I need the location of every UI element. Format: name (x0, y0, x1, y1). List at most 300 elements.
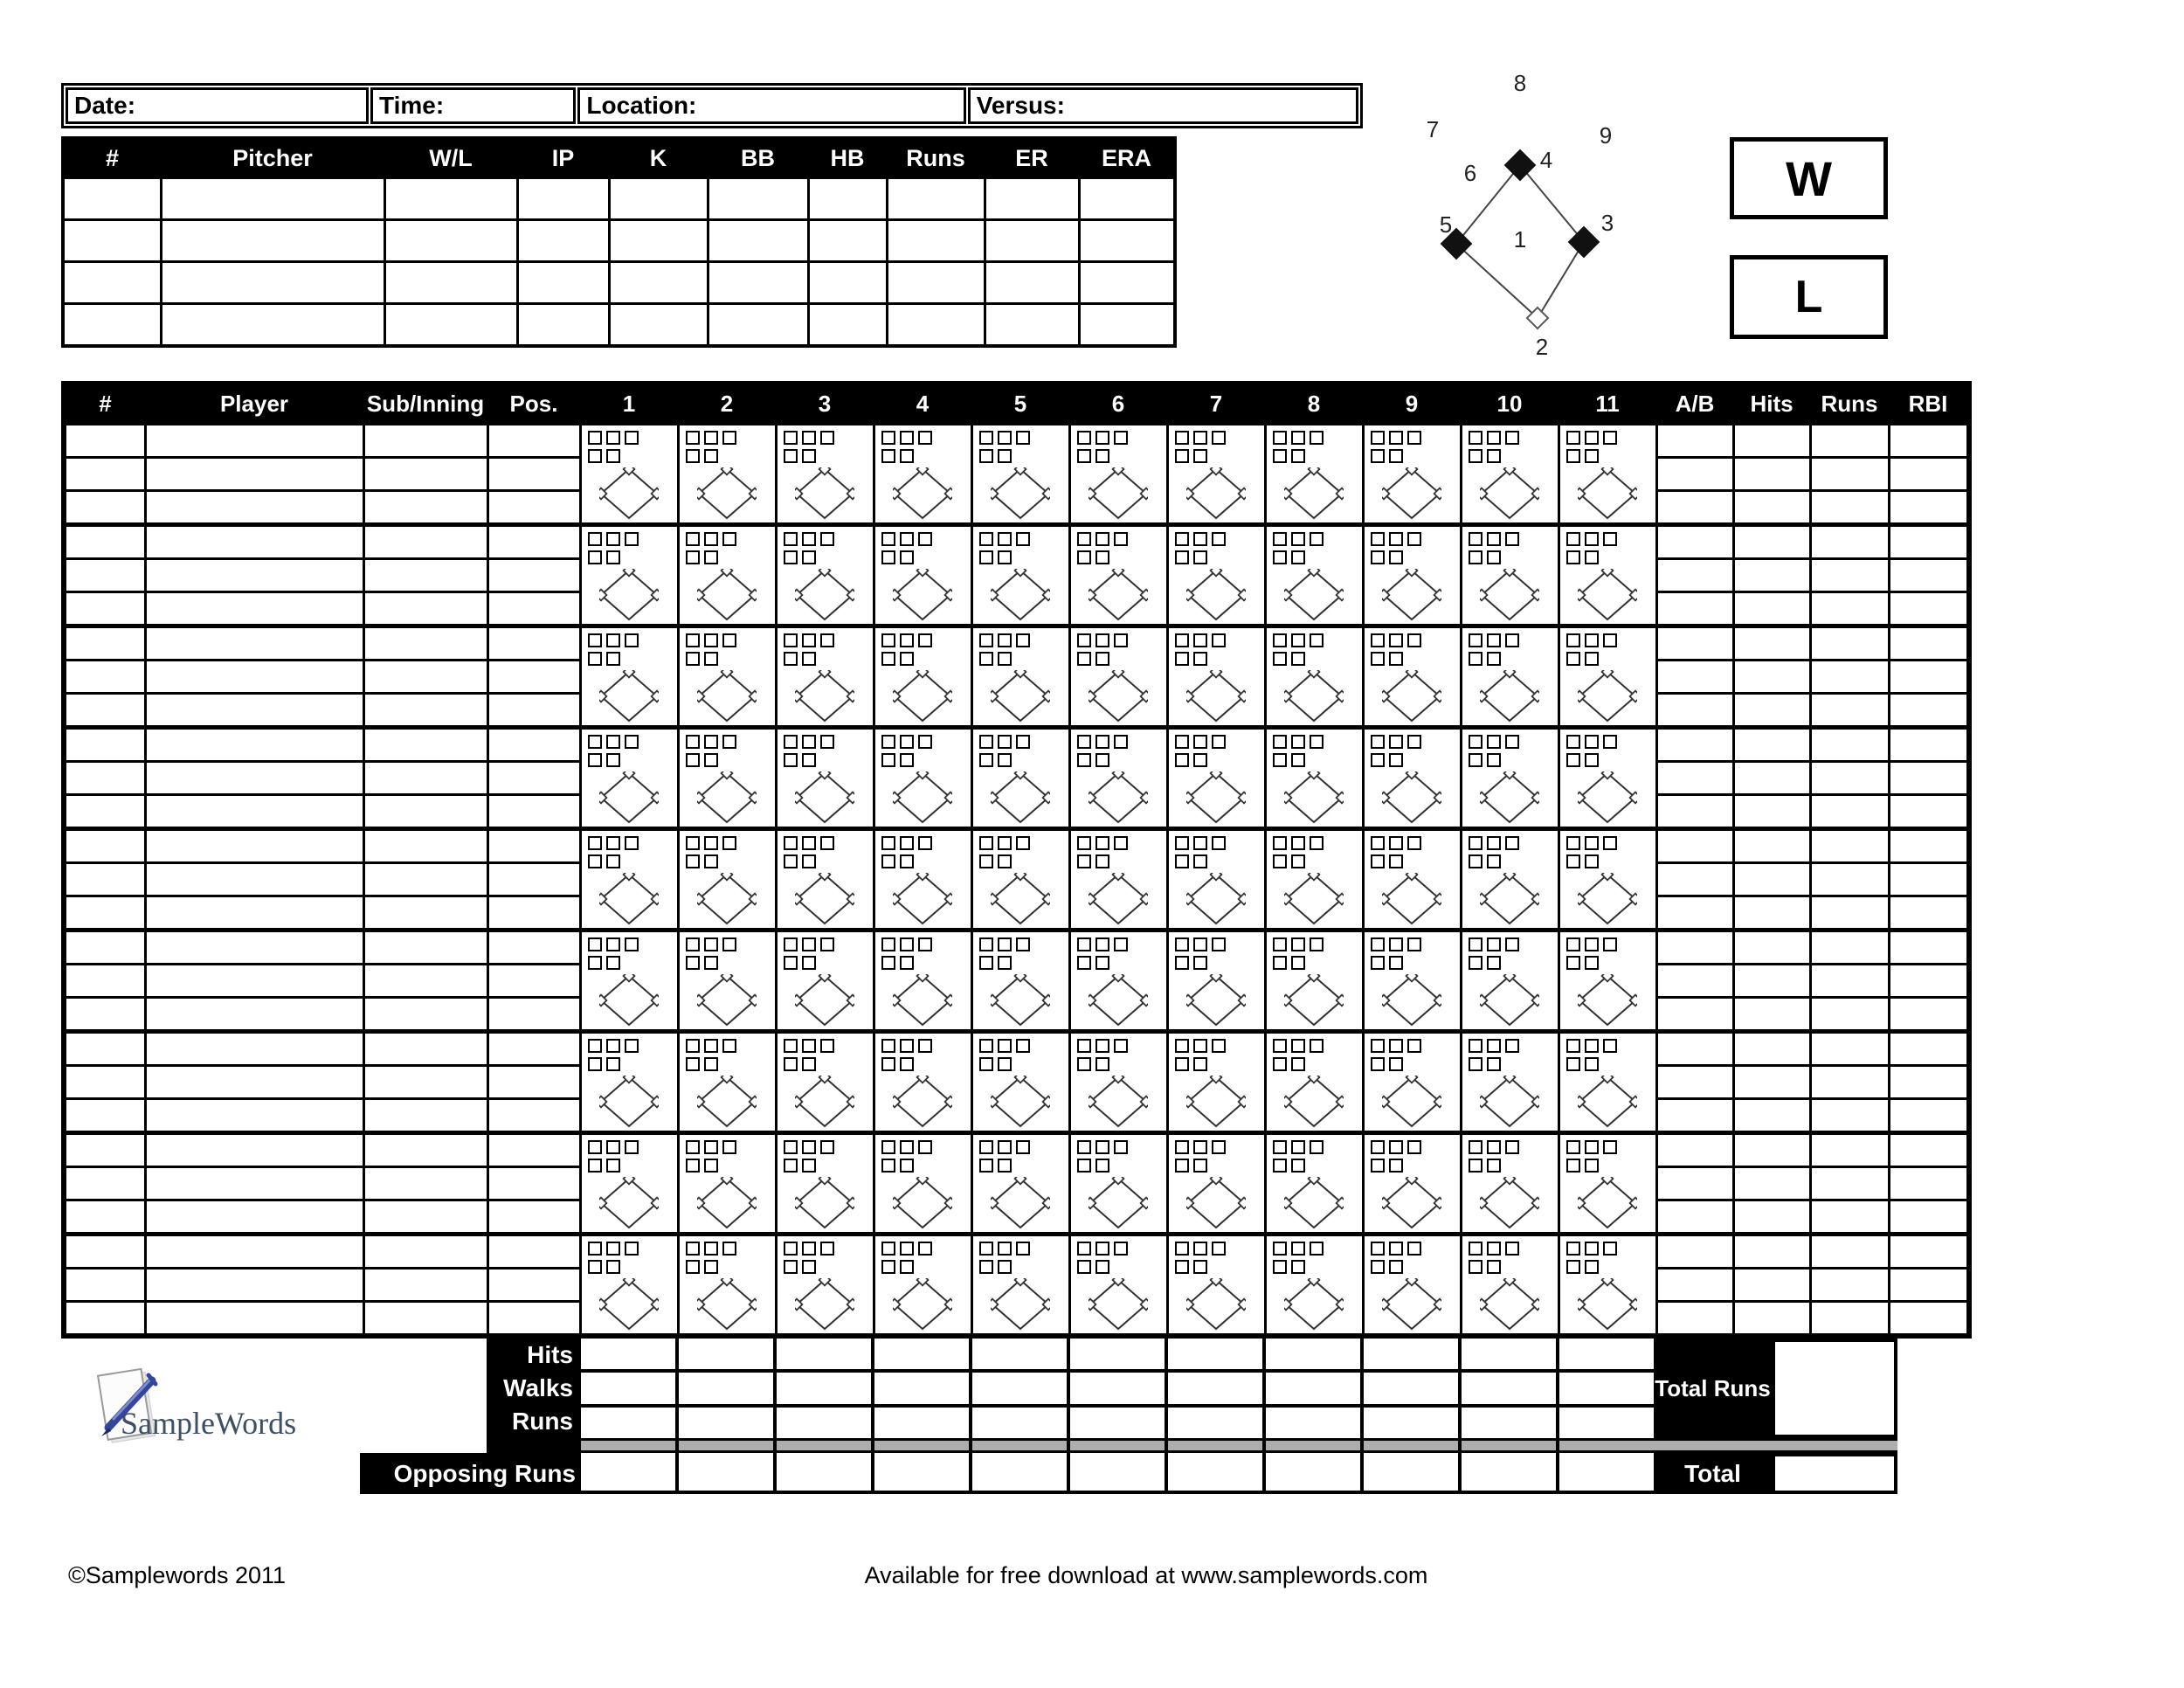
ball-box[interactable] (686, 550, 700, 564)
ball-box[interactable] (1469, 1057, 1482, 1071)
strike-box[interactable] (1469, 1242, 1482, 1256)
strike-box[interactable] (1212, 937, 1226, 951)
player-pos-cell[interactable] (487, 1099, 580, 1133)
strike-box[interactable] (1291, 1242, 1305, 1256)
loss-box[interactable] (1730, 255, 1888, 339)
player-player-cell[interactable] (145, 458, 363, 491)
strike-box[interactable] (979, 633, 993, 647)
ball-box[interactable] (1487, 854, 1501, 868)
strike-box[interactable] (979, 735, 993, 749)
ball-box[interactable] (1095, 1159, 1109, 1173)
strike-box[interactable] (1505, 937, 1519, 951)
pitcher-cell[interactable] (985, 178, 1079, 220)
strike-box[interactable] (1389, 937, 1403, 951)
stat-ab-cell[interactable] (1656, 998, 1733, 1032)
inning-6-scoring-cell[interactable] (1069, 1032, 1167, 1133)
stat-ab-cell[interactable] (1656, 1200, 1733, 1235)
ball-box[interactable] (606, 1260, 620, 1274)
strike-box[interactable] (704, 836, 718, 850)
stat-rbi-cell[interactable] (1889, 896, 1969, 930)
strike-box[interactable] (1175, 1140, 1189, 1154)
strike-box[interactable] (1175, 735, 1189, 749)
ball-box[interactable] (1585, 956, 1599, 970)
pitcher-cell[interactable] (161, 220, 384, 262)
strike-box[interactable] (1016, 1242, 1030, 1256)
player-pos-cell[interactable] (487, 424, 580, 458)
strike-box[interactable] (1487, 1140, 1501, 1154)
win-box[interactable] (1730, 137, 1888, 219)
stat-runs-cell[interactable] (1810, 626, 1889, 661)
ball-box[interactable] (881, 1057, 895, 1071)
inning-10-scoring-cell[interactable] (1461, 525, 1559, 626)
strike-box[interactable] (998, 1039, 1012, 1053)
player--cell[interactable] (64, 896, 145, 930)
strike-box[interactable] (1469, 1039, 1482, 1053)
inning-8-scoring-cell[interactable] (1265, 525, 1363, 626)
player--cell[interactable] (64, 829, 145, 863)
strike-box[interactable] (1407, 937, 1421, 951)
pitcher-cell[interactable] (63, 178, 161, 220)
ball-box[interactable] (1371, 1057, 1385, 1071)
player-player-cell[interactable] (145, 1066, 363, 1099)
ball-box[interactable] (588, 652, 602, 666)
ball-box[interactable] (686, 854, 700, 868)
player-pos-cell[interactable] (487, 626, 580, 661)
ball-box[interactable] (802, 449, 816, 463)
stat-runs-cell[interactable] (1810, 1302, 1889, 1337)
ball-box[interactable] (704, 1260, 718, 1274)
strike-box[interactable] (686, 633, 700, 647)
player-pos-cell[interactable] (487, 795, 580, 829)
ball-box[interactable] (1389, 1260, 1403, 1274)
stat-runs-cell[interactable] (1810, 1200, 1889, 1235)
stat-runs-cell[interactable] (1810, 1235, 1889, 1269)
strike-box[interactable] (1389, 633, 1403, 647)
strike-box[interactable] (1566, 1242, 1580, 1256)
strike-box[interactable] (979, 1039, 993, 1053)
strike-box[interactable] (1371, 1140, 1385, 1154)
strike-box[interactable] (918, 633, 932, 647)
strike-box[interactable] (1291, 1140, 1305, 1154)
strike-box[interactable] (1193, 532, 1207, 546)
strike-box[interactable] (1310, 431, 1324, 445)
player-subinning-cell[interactable] (363, 694, 487, 728)
inning-2-scoring-cell[interactable] (678, 930, 776, 1032)
strike-box[interactable] (998, 633, 1012, 647)
strike-box[interactable] (1371, 532, 1385, 546)
inning-5-scoring-cell[interactable] (971, 728, 1069, 829)
strike-box[interactable] (1487, 735, 1501, 749)
ball-box[interactable] (900, 1159, 914, 1173)
strike-box[interactable] (1371, 1242, 1385, 1256)
ball-box[interactable] (1585, 550, 1599, 564)
strike-box[interactable] (1114, 633, 1128, 647)
ball-box[interactable] (784, 854, 798, 868)
player--cell[interactable] (64, 491, 145, 525)
stat-ab-cell[interactable] (1656, 896, 1733, 930)
pitcher-cell[interactable] (384, 178, 517, 220)
player-player-cell[interactable] (145, 424, 363, 458)
player-pos-cell[interactable] (487, 1200, 580, 1235)
strike-box[interactable] (1389, 1039, 1403, 1053)
inning-9-scoring-cell[interactable] (1363, 1032, 1461, 1133)
ball-box[interactable] (1371, 753, 1385, 767)
strike-box[interactable] (1371, 937, 1385, 951)
stat-hits-cell[interactable] (1733, 592, 1810, 626)
ball-box[interactable] (1469, 1260, 1482, 1274)
stat-runs-cell[interactable] (1810, 559, 1889, 592)
pitcher-cell[interactable] (517, 178, 609, 220)
pitcher-cell[interactable] (384, 304, 517, 347)
strike-box[interactable] (1193, 431, 1207, 445)
strike-box[interactable] (1566, 532, 1580, 546)
inning-8-scoring-cell[interactable] (1265, 1032, 1363, 1133)
stat-rbi-cell[interactable] (1889, 965, 1969, 998)
strike-box[interactable] (918, 937, 932, 951)
player--cell[interactable] (64, 998, 145, 1032)
ball-box[interactable] (588, 1260, 602, 1274)
strike-box[interactable] (979, 937, 993, 951)
stat-runs-cell[interactable] (1810, 1032, 1889, 1066)
stat-hits-cell[interactable] (1733, 626, 1810, 661)
strike-box[interactable] (1505, 633, 1519, 647)
ball-box[interactable] (1566, 652, 1580, 666)
strike-box[interactable] (1212, 836, 1226, 850)
ball-box[interactable] (802, 854, 816, 868)
strike-box[interactable] (1585, 1039, 1599, 1053)
pitcher-cell[interactable] (161, 178, 384, 220)
strike-box[interactable] (918, 1140, 932, 1154)
stat-runs-cell[interactable] (1810, 1066, 1889, 1099)
strike-box[interactable] (1469, 836, 1482, 850)
ball-box[interactable] (1469, 956, 1482, 970)
ball-box[interactable] (979, 1057, 993, 1071)
stat-runs-cell[interactable] (1810, 1269, 1889, 1302)
strike-box[interactable] (1114, 735, 1128, 749)
strike-box[interactable] (1016, 1140, 1030, 1154)
separator-cell[interactable] (679, 1441, 773, 1450)
inning-6-scoring-cell[interactable] (1069, 1235, 1167, 1337)
team-summary-cell[interactable] (777, 1373, 871, 1403)
ball-box[interactable] (588, 449, 602, 463)
team-summary-cell[interactable] (581, 1408, 675, 1438)
pitcher-cell[interactable] (63, 304, 161, 347)
ball-box[interactable] (1585, 1159, 1599, 1173)
ball-box[interactable] (1291, 550, 1305, 564)
ball-box[interactable] (900, 1057, 914, 1071)
strike-box[interactable] (1407, 633, 1421, 647)
inning-11-scoring-cell[interactable] (1559, 930, 1656, 1032)
ball-box[interactable] (686, 652, 700, 666)
strike-box[interactable] (722, 431, 736, 445)
ball-box[interactable] (1291, 854, 1305, 868)
ball-box[interactable] (1371, 956, 1385, 970)
inning-1-scoring-cell[interactable] (580, 1235, 678, 1337)
strike-box[interactable] (1175, 532, 1189, 546)
strike-box[interactable] (881, 532, 895, 546)
inning-3-scoring-cell[interactable] (776, 1235, 874, 1337)
strike-box[interactable] (1585, 937, 1599, 951)
stat-rbi-cell[interactable] (1889, 1269, 1969, 1302)
player--cell[interactable] (64, 728, 145, 762)
ball-box[interactable] (704, 854, 718, 868)
ball-box[interactable] (979, 652, 993, 666)
strike-box[interactable] (820, 735, 834, 749)
strike-box[interactable] (1389, 1242, 1403, 1256)
player-player-cell[interactable] (145, 525, 363, 559)
total-runs-cell[interactable] (1772, 1339, 1897, 1438)
ball-box[interactable] (704, 449, 718, 463)
strike-box[interactable] (1469, 1140, 1482, 1154)
player-pos-cell[interactable] (487, 863, 580, 896)
ball-box[interactable] (998, 1057, 1012, 1071)
strike-box[interactable] (606, 836, 620, 850)
ball-box[interactable] (1371, 652, 1385, 666)
player--cell[interactable] (64, 762, 145, 795)
ball-box[interactable] (998, 753, 1012, 767)
strike-box[interactable] (686, 735, 700, 749)
inning-2-scoring-cell[interactable] (678, 829, 776, 930)
ball-box[interactable] (1389, 1159, 1403, 1173)
player-subinning-cell[interactable] (363, 1269, 487, 1302)
stat-ab-cell[interactable] (1656, 1066, 1733, 1099)
ball-box[interactable] (900, 854, 914, 868)
strike-box[interactable] (1273, 532, 1287, 546)
strike-box[interactable] (1566, 937, 1580, 951)
ball-box[interactable] (1487, 1159, 1501, 1173)
ball-box[interactable] (784, 652, 798, 666)
inning-3-scoring-cell[interactable] (776, 829, 874, 930)
stat-runs-cell[interactable] (1810, 694, 1889, 728)
stat-runs-cell[interactable] (1810, 458, 1889, 491)
stat-rbi-cell[interactable] (1889, 728, 1969, 762)
inning-2-scoring-cell[interactable] (678, 728, 776, 829)
ball-box[interactable] (1389, 652, 1403, 666)
player--cell[interactable] (64, 424, 145, 458)
strike-box[interactable] (1505, 836, 1519, 850)
player--cell[interactable] (64, 626, 145, 661)
strike-box[interactable] (881, 937, 895, 951)
player-pos-cell[interactable] (487, 1032, 580, 1066)
pitcher-cell[interactable] (708, 178, 808, 220)
strike-box[interactable] (704, 1039, 718, 1053)
inning-11-scoring-cell[interactable] (1559, 728, 1656, 829)
player-player-cell[interactable] (145, 762, 363, 795)
stat-hits-cell[interactable] (1733, 1066, 1810, 1099)
strike-box[interactable] (1114, 937, 1128, 951)
inning-1-scoring-cell[interactable] (580, 525, 678, 626)
ball-box[interactable] (998, 956, 1012, 970)
strike-box[interactable] (881, 735, 895, 749)
ball-box[interactable] (1175, 753, 1189, 767)
player-player-cell[interactable] (145, 896, 363, 930)
ball-box[interactable] (1193, 652, 1207, 666)
ball-box[interactable] (1291, 449, 1305, 463)
strike-box[interactable] (820, 1242, 834, 1256)
player-pos-cell[interactable] (487, 1302, 580, 1337)
player-subinning-cell[interactable] (363, 1099, 487, 1133)
stat-ab-cell[interactable] (1656, 1099, 1733, 1133)
strike-box[interactable] (900, 836, 914, 850)
ball-box[interactable] (704, 550, 718, 564)
strike-box[interactable] (1016, 532, 1030, 546)
strike-box[interactable] (998, 836, 1012, 850)
team-summary-cell[interactable] (777, 1339, 871, 1369)
inning-5-scoring-cell[interactable] (971, 829, 1069, 930)
separator-cell[interactable] (1266, 1441, 1360, 1450)
ball-box[interactable] (1095, 1057, 1109, 1071)
inning-10-scoring-cell[interactable] (1461, 424, 1559, 525)
ball-box[interactable] (1077, 956, 1091, 970)
stat-hits-cell[interactable] (1733, 491, 1810, 525)
strike-box[interactable] (1603, 1242, 1617, 1256)
ball-box[interactable] (1585, 1260, 1599, 1274)
team-summary-cell[interactable] (1364, 1408, 1458, 1438)
separator-cell[interactable] (1462, 1441, 1556, 1450)
opposing-runs-cell[interactable] (1070, 1453, 1165, 1491)
ball-box[interactable] (1585, 449, 1599, 463)
strike-box[interactable] (722, 735, 736, 749)
inning-4-scoring-cell[interactable] (874, 930, 971, 1032)
pitcher-cell[interactable] (887, 178, 985, 220)
stat-rbi-cell[interactable] (1889, 1302, 1969, 1337)
stat-ab-cell[interactable] (1656, 1302, 1733, 1337)
inning-2-scoring-cell[interactable] (678, 525, 776, 626)
player-player-cell[interactable] (145, 559, 363, 592)
strike-box[interactable] (606, 1039, 620, 1053)
strike-box[interactable] (784, 633, 798, 647)
ball-box[interactable] (802, 753, 816, 767)
strike-box[interactable] (900, 431, 914, 445)
pitcher-cell[interactable] (708, 262, 808, 304)
ball-box[interactable] (1487, 753, 1501, 767)
ball-box[interactable] (1585, 753, 1599, 767)
strike-box[interactable] (1371, 836, 1385, 850)
ball-box[interactable] (588, 753, 602, 767)
player-pos-cell[interactable] (487, 998, 580, 1032)
ball-box[interactable] (998, 652, 1012, 666)
inning-2-scoring-cell[interactable] (678, 1133, 776, 1235)
ball-box[interactable] (881, 854, 895, 868)
ball-box[interactable] (802, 550, 816, 564)
strike-box[interactable] (979, 836, 993, 850)
pitcher-cell[interactable] (517, 220, 609, 262)
ball-box[interactable] (606, 854, 620, 868)
strike-box[interactable] (1505, 735, 1519, 749)
ball-box[interactable] (686, 1159, 700, 1173)
pitcher-cell[interactable] (1079, 220, 1175, 262)
ball-box[interactable] (784, 1057, 798, 1071)
opposing-runs-cell[interactable] (777, 1453, 871, 1491)
strike-box[interactable] (1566, 633, 1580, 647)
inning-6-scoring-cell[interactable] (1069, 1133, 1167, 1235)
stat-rbi-cell[interactable] (1889, 626, 1969, 661)
strike-box[interactable] (1389, 431, 1403, 445)
ball-box[interactable] (900, 753, 914, 767)
strike-box[interactable] (686, 532, 700, 546)
strike-box[interactable] (625, 532, 639, 546)
strike-box[interactable] (918, 836, 932, 850)
strike-box[interactable] (1175, 836, 1189, 850)
strike-box[interactable] (1095, 836, 1109, 850)
stat-ab-cell[interactable] (1656, 559, 1733, 592)
ball-box[interactable] (1175, 449, 1189, 463)
stat-ab-cell[interactable] (1656, 762, 1733, 795)
strike-box[interactable] (722, 1140, 736, 1154)
opposing-runs-cell[interactable] (874, 1453, 969, 1491)
ball-box[interactable] (979, 753, 993, 767)
strike-box[interactable] (1407, 431, 1421, 445)
strike-box[interactable] (979, 1242, 993, 1256)
strike-box[interactable] (918, 1242, 932, 1256)
inning-4-scoring-cell[interactable] (874, 525, 971, 626)
ball-box[interactable] (1193, 1057, 1207, 1071)
strike-box[interactable] (1291, 735, 1305, 749)
strike-box[interactable] (722, 1242, 736, 1256)
pitcher-cell[interactable] (887, 304, 985, 347)
strike-box[interactable] (1095, 735, 1109, 749)
info-field-versus[interactable] (968, 87, 1358, 124)
inning-4-scoring-cell[interactable] (874, 1235, 971, 1337)
pitcher-cell[interactable] (161, 304, 384, 347)
strike-box[interactable] (1310, 633, 1324, 647)
player-subinning-cell[interactable] (363, 1066, 487, 1099)
stat-hits-cell[interactable] (1733, 1235, 1810, 1269)
player-subinning-cell[interactable] (363, 930, 487, 965)
ball-box[interactable] (1273, 956, 1287, 970)
stat-runs-cell[interactable] (1810, 863, 1889, 896)
player-pos-cell[interactable] (487, 965, 580, 998)
stat-hits-cell[interactable] (1733, 1032, 1810, 1066)
strike-box[interactable] (1175, 1039, 1189, 1053)
player-player-cell[interactable] (145, 1167, 363, 1200)
strike-box[interactable] (1585, 836, 1599, 850)
inning-3-scoring-cell[interactable] (776, 1133, 874, 1235)
strike-box[interactable] (1273, 431, 1287, 445)
stat-rbi-cell[interactable] (1889, 592, 1969, 626)
inning-8-scoring-cell[interactable] (1265, 1235, 1363, 1337)
pitcher-cell[interactable] (609, 178, 708, 220)
stat-ab-cell[interactable] (1656, 728, 1733, 762)
strike-box[interactable] (979, 1140, 993, 1154)
stat-ab-cell[interactable] (1656, 694, 1733, 728)
inning-7-scoring-cell[interactable] (1167, 1133, 1265, 1235)
player-subinning-cell[interactable] (363, 795, 487, 829)
team-summary-cell[interactable] (1462, 1373, 1556, 1403)
team-summary-cell[interactable] (1266, 1373, 1360, 1403)
stat-rbi-cell[interactable] (1889, 1133, 1969, 1167)
player-player-cell[interactable] (145, 694, 363, 728)
stat-rbi-cell[interactable] (1889, 525, 1969, 559)
strike-box[interactable] (1371, 431, 1385, 445)
strike-box[interactable] (1310, 532, 1324, 546)
separator-cell[interactable] (1070, 1441, 1165, 1450)
stat-runs-cell[interactable] (1810, 896, 1889, 930)
ball-box[interactable] (1273, 550, 1287, 564)
stat-hits-cell[interactable] (1733, 694, 1810, 728)
player-subinning-cell[interactable] (363, 491, 487, 525)
inning-9-scoring-cell[interactable] (1363, 829, 1461, 930)
player--cell[interactable] (64, 592, 145, 626)
strike-box[interactable] (1077, 532, 1091, 546)
strike-box[interactable] (998, 1140, 1012, 1154)
team-summary-cell[interactable] (777, 1408, 871, 1438)
ball-box[interactable] (1566, 449, 1580, 463)
strike-box[interactable] (784, 532, 798, 546)
strike-box[interactable] (1310, 1242, 1324, 1256)
strike-box[interactable] (1016, 836, 1030, 850)
player--cell[interactable] (64, 559, 145, 592)
